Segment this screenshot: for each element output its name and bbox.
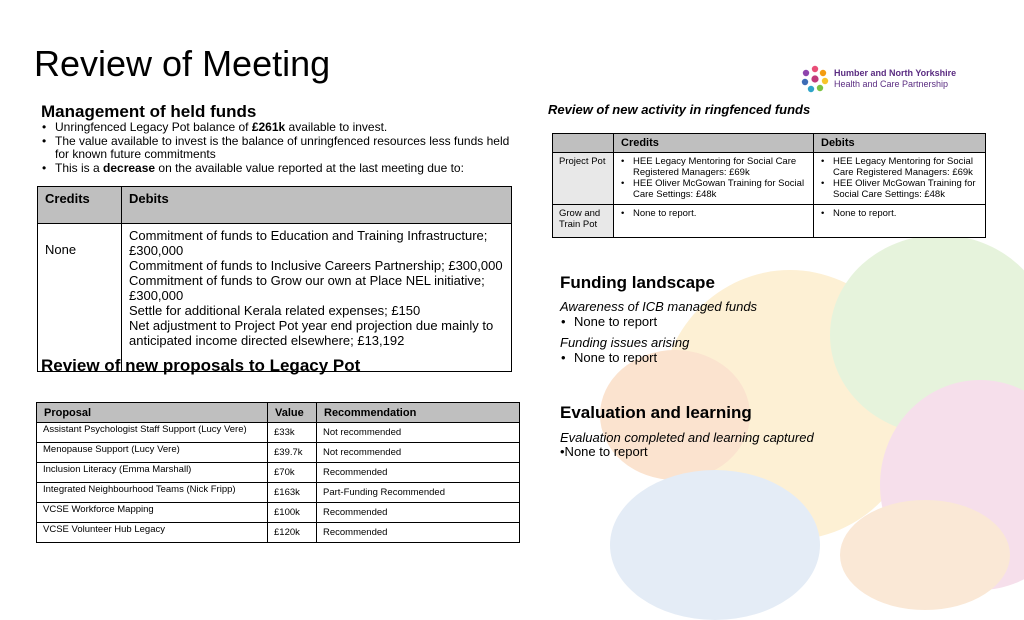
- table-row: [37, 463, 520, 483]
- bg-blob-peach: [840, 500, 1010, 610]
- value-cell: £70k: [268, 463, 317, 483]
- logo-mark-icon: [800, 64, 830, 94]
- partnership-logo: [798, 63, 958, 95]
- held-funds-table: [37, 186, 512, 372]
- proposals-table: [36, 402, 520, 543]
- proposal-cell: Assistant Psychologist Staff Support (Lucy Vere): [37, 423, 268, 443]
- held-funds-bullet: [41, 121, 511, 135]
- logo-line-1: Humber and North Yorkshire: [834, 68, 957, 78]
- pot-list: [820, 208, 979, 219]
- evaluation-sub: Evaluation completed and learning captured: [560, 430, 814, 445]
- held-funds-bullet: [41, 135, 511, 162]
- pot-list: [620, 156, 807, 200]
- debit-line: Commitment of funds to Inclusive Careers Partnership; £300,000: [129, 258, 503, 273]
- value-cell: £120k: [268, 523, 317, 543]
- pot-list-item: • HEE Legacy Mentoring for Social Care Registered Managers: £69k: [620, 156, 807, 178]
- pot-list-item: • HEE Legacy Mentoring for Social Care Registered Managers: £69k: [820, 156, 979, 178]
- evaluation-item: •None to report: [560, 444, 648, 459]
- proposal-cell: VCSE Volunteer Hub Legacy: [37, 523, 268, 543]
- funding-sub-icb: Awareness of ICB managed funds: [560, 299, 758, 314]
- value-cell: £39.7k: [268, 443, 317, 463]
- table-row: [37, 443, 520, 463]
- value-cell: £100k: [268, 503, 317, 523]
- debit-line: Net adjustment to Project Pot year end projection due mainly to anticipated income directed elsewhere; £13,192: [129, 318, 494, 348]
- pot-label: Project Pot: [553, 153, 614, 205]
- recommendation-cell: Not recommended: [317, 443, 520, 463]
- table-row: [37, 523, 520, 543]
- ringfenced-table: [552, 133, 986, 238]
- pot-list-item: • None to report.: [620, 208, 807, 219]
- proposal-header: Proposal: [37, 403, 268, 423]
- recommendation-cell: Part-Funding Recommended: [317, 483, 520, 503]
- pot-list: [620, 208, 807, 219]
- proposals-heading: Review of new proposals to Legacy Pot: [41, 356, 361, 375]
- pot-list-item: • HEE Oliver McGowan Training for Social Care Settings: £48k: [620, 178, 807, 200]
- table-row: [553, 153, 986, 205]
- table-row: [37, 483, 520, 503]
- funding-item-icb: • None to report: [560, 314, 657, 329]
- bullet-text: The value available to invest is the balance of unringfenced resources less funds held for known future commitments: [55, 133, 510, 161]
- ringfenced-blank-header: [553, 134, 614, 153]
- pot-list-item: • None to report.: [820, 208, 979, 219]
- recommendation-cell: Recommended: [317, 523, 520, 543]
- recommendation-cell: Not recommended: [317, 423, 520, 443]
- debit-line: Commitment of funds to Grow our own at Place NEL initiative; £300,000: [129, 273, 485, 303]
- held-funds-bullet: [41, 162, 511, 176]
- held-debits-header: Debits: [122, 187, 512, 224]
- value-header: Value: [268, 403, 317, 423]
- funding-sub-issues: Funding issues arising: [560, 335, 690, 350]
- funding-list-issues: [560, 350, 657, 365]
- logo-line-2: Health and Care Partnership: [834, 79, 949, 89]
- proposal-cell: VCSE Workforce Mapping: [37, 503, 268, 523]
- held-funds-bullets: [41, 121, 511, 175]
- table-row: [37, 423, 520, 443]
- held-funds-heading: Management of held funds: [41, 102, 257, 121]
- evaluation-heading: Evaluation and learning: [560, 403, 752, 422]
- recommendation-cell: Recommended: [317, 503, 520, 523]
- recommendation-header: Recommendation: [317, 403, 520, 423]
- ringfenced-heading: Review of new activity in ringfenced funds: [548, 102, 811, 117]
- table-row: [37, 503, 520, 523]
- proposal-cell: Inclusion Literacy (Emma Marshall): [37, 463, 268, 483]
- pot-list-item: • HEE Oliver McGowan Training for Social Care Settings: £48k: [820, 178, 979, 200]
- debit-line: Commitment of funds to Education and Training Infrastructure; £300,000: [129, 228, 488, 258]
- funding-heading: Funding landscape: [560, 273, 715, 292]
- held-credits-cell: None: [38, 224, 122, 372]
- ringfenced-debits-header: Debits: [814, 134, 986, 153]
- page-title: Review of Meeting: [34, 43, 331, 84]
- table-row: [553, 205, 986, 238]
- bullet-text: available to invest.: [285, 120, 388, 134]
- pot-credits-cell: [614, 153, 814, 205]
- bullet-text: This is a: [55, 160, 104, 175]
- bg-blob-blue: [610, 470, 820, 620]
- pot-list: [820, 156, 979, 200]
- recommendation-cell: Recommended: [317, 463, 520, 483]
- funding-list-icb: [560, 314, 657, 329]
- pot-label: Grow and Train Pot: [553, 205, 614, 238]
- bullet-text: on the available value reported at the last meeting due to:: [155, 160, 464, 175]
- value-cell: £33k: [268, 423, 317, 443]
- value-cell: £163k: [268, 483, 317, 503]
- ringfenced-credits-header: Credits: [614, 134, 814, 153]
- proposal-cell: Menopause Support (Lucy Vere): [37, 443, 268, 463]
- pot-credits-cell: [614, 205, 814, 238]
- pot-debits-cell: [814, 205, 986, 238]
- held-credits-header: Credits: [38, 187, 122, 224]
- bullet-text: Unringfenced Legacy Pot balance of: [55, 120, 252, 134]
- funding-item-issues: • None to report: [560, 350, 657, 365]
- debit-line: Settle for additional Kerala related expenses; £150: [129, 303, 421, 318]
- held-debits-cell: [122, 224, 512, 372]
- bullet-bold-text: decrease: [103, 160, 156, 175]
- proposal-cell: Integrated Neighbourhood Teams (Nick Fripp): [37, 483, 268, 503]
- bullet-bold-text: £261k: [251, 120, 286, 134]
- pot-debits-cell: [814, 153, 986, 205]
